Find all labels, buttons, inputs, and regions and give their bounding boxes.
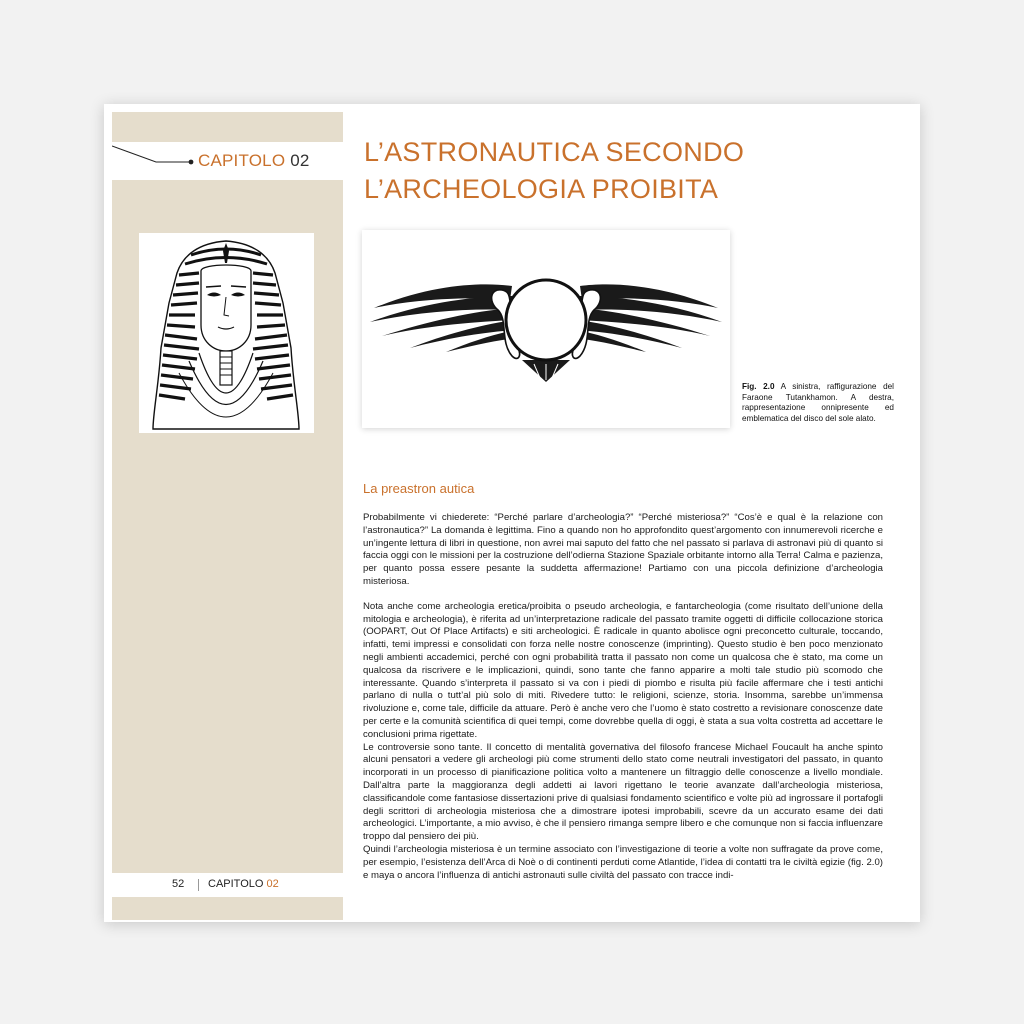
sidebar (112, 112, 343, 920)
chapter-title-line-2: L’ARCHEOLOGIA PROIBITA (364, 174, 719, 204)
chapter-title (364, 134, 884, 208)
book-page (104, 104, 920, 922)
figure-caption (742, 382, 894, 424)
chapter-title-line-1: L’ASTRONAUTICA SECONDO (364, 137, 745, 167)
paragraph-3: Le controversie sono tante. Il concetto di mentalità governativa del filosofo francese Michael Foucault ha anche spinto alcuni pensatori a vedere gli archeologi più come strumenti dello stato come neutrali investigatori del passato, in quanto incorporati in un processo di pianificazione politica volto a mantenere un filtraggio delle conoscenze a livello mondiale. Dall’altra parte la maggioranza degli addetti ai lavori rigettano le teorie avanzate dall’archeologia misteriosa, classificandole come fantasiose dissertazioni prive di qualsiasi fondamento scientifico e volte più ad ingrossare il portafogli degli scrittori di archeologia misteriosa che a dimostrare ipotesi improbabili, scevre da un accurato esame dei dati archeologici. L’importante, a mio avviso, è che il pensiero rimanga sempre libero e che comunque non si faccia influenzare troppo dal pensiero dei più. (363, 741, 883, 843)
paragraph-4: Quindi l’archeologia misteriosa è un termine associato con l’investigazione di teorie a volte non suffragate da prove come, per esempio, l’esistenza dell’Arca di Noè o di continenti perduti come Atlantide, l’idea di contatti tra le civiltà egizie (fig. 2.0) e maya o ancora l’influenza di antichi astronauti sulle civiltà del passato con tracce indi- (363, 843, 883, 881)
footer-divider (198, 879, 199, 891)
winged-sun-figure (362, 230, 730, 428)
chapter-tab (112, 142, 343, 180)
chapter-label: CAPITOLO 02 (198, 151, 310, 170)
body-text (363, 512, 883, 882)
pharaoh-illustration (139, 233, 314, 433)
section-heading: La preastron autica (363, 481, 475, 496)
footer-chapter-label: CAPITOLO 02 (208, 878, 279, 890)
page-footer (112, 873, 343, 897)
page-number: 52 (172, 878, 185, 890)
paragraph-1: Probabilmente vi chiederete: “Perché parlare d’archeologia?” “Perché misteriosa?” “Cos’è e qual è la relazione con l’astronautica?” La domanda è legittima. Fino a quando non ho approfondito quest’argomento con innumerevoli ricerche e un’ingente lettura di libri in questione, non avrei mai saputo del fatto che nel passato si parlava di astronavi più di quanto si faccia oggi con le missioni per la costruzione dell’odierna Stazione Spaziale orbitante intorno alla Terra! Calma e pazienza, per quanto possa essere pesante la suddetta affermazione! Partiamo con una piccola definizione d’archeologia misteriosa. (363, 512, 883, 587)
figure-caption-text: A sinistra, raffigurazione del Faraone Tutankhamon. A destra, rappresentazione onnipresente ed emblematica del disco del sole alato. (742, 382, 894, 423)
paragraph-2: Nota anche come archeologia eretica/proibita o pseudo archeologia, e fantarcheologia (come risultato dell’unione della mitologia e archeologia), è riferita ad un’interpretazione radicale del passato tramite oggetti di difficile collocazione storica (OOPART, Out Of Place Artifacts) e siti archeologici. È radicale in quanto abolisce ogni preconcetto culturale, toccando, infatti, temi impressi e consolidati con forza nelle nostre conoscenze (imprinting). Questo studio è ben poco menzionato negli ambienti accademici, perché con ogni probabilità tratta il passato non come un qualcosa che è stato, ma come un qualcosa da riscrivere e le implicazioni, quindi, sono tante che fanno apparire a molti tale studio più scomodo che interessante. Quando s’interpreta il passato si va con i piedi di piombo e risulta più facile affermare che i testi antichi parlano di nulla o tutt’al più solo di miti. Rivedere tutto: le religioni, scienze, storia. Insomma, sarebbe un’immensa rivoluzione e, come tale, difficile da attuare. Però è anche vero che l’uomo è stato costretto a revisionare conoscenze date per certe e la comunità scientifica di quei tempi, come dovrebbe quella di oggi, è stata a sua volta costretta ad accettare le conclusioni prima rigettate. (363, 600, 883, 740)
chapter-pointer-icon (112, 142, 202, 180)
figure-caption-label: Fig. 2.0 (742, 382, 775, 391)
